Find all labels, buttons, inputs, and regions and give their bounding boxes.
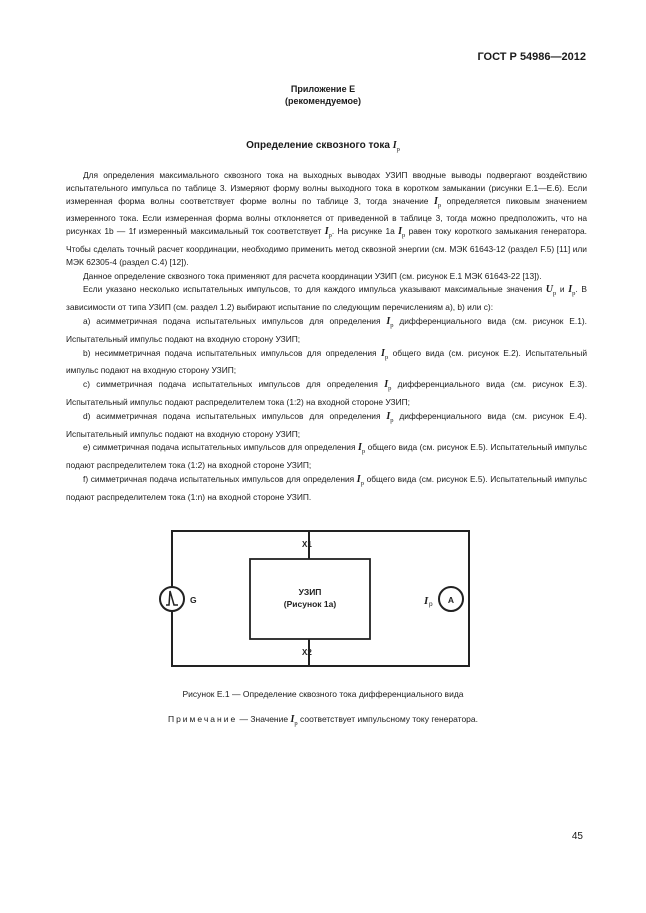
- paragraph-2: Данное определение сквозного тока применяют для расчета координации УЗИП (см. рисунок Е.1 МЭК 61643-22 [13]).: [83, 270, 542, 281]
- list-item: а) асимметричная подача испытательных импульсов для определения $I_p$ дифференциального вида (см. рисунок Е.1). Испытательный импульс подают на входную сторону УЗИП;: [66, 315, 587, 344]
- body-text: [66, 169, 587, 505]
- list-item: b) несимметричная подача испытательных импульсов для определения $I_p$ общего вида (см. рисунок Е.2). Испытательный импульс подают на входную сторону УЗИП;: [66, 347, 587, 376]
- list-item: d) асимметричная подача испытательных импульсов для определения $I_p$ дифференциального вида (см. рисунок Е.4). Испытательный импульс подают на входную сторону УЗИП;: [66, 410, 587, 439]
- current-subscript: p: [429, 601, 433, 608]
- list-item: с) симметричная подача испытательных импульсов для определения $I_p$ дифференциального вида (см. рисунок Е.3). Испытательный импульс подают распределителем тока (1:2) на входной стороне УЗИП;: [66, 379, 588, 407]
- section-title-symbol: $I_p$: [392, 140, 400, 153]
- current-symbol: I: [424, 595, 429, 607]
- note-label: Примечание: [167, 714, 238, 724]
- page-number: 45: [571, 831, 583, 842]
- terminal-x2-label: X2: [302, 648, 312, 657]
- annex-heading: [0, 83, 646, 107]
- document-standard-header: ГОСТ Р 54986—2012: [477, 51, 586, 63]
- ammeter-label: A: [447, 595, 455, 605]
- generator-label: G: [190, 595, 197, 605]
- figure-note: Примечание — Значение $I_p$ соответствует импульсному току генератора.: [167, 714, 479, 727]
- paragraph-1: Для определения максимального сквозного тока на выходных выводах УЗИП вводные выводы подвергают воздействию испытательного импульса по таблице 3. Измеряют форму волны выходного тока в коротком замыкании (рисунки Е.1—Е.6). Если измеренная форма волны соответствует форме волны по таблице 3, тогда значение $I_p$ определяется пиковым значением измеренного тока. Если измеренная форма волны отклоняется от приведенной в таблице 3, тогда можно предположить, что на рисунках 1b — 1f измеренный максимальный ток соответствует $I_p$. На рисунке 1а $I_p$ равен току короткого замыкания генератора. Чтобы сделать точный расчет координации, необходимо применить метод сквозной энергии (см. МЭК 61643-12 (раздел F.5) [11] или МЭК 62305-4 (раздел С.4) [12]).: [66, 170, 588, 267]
- device-name: УЗИП: [298, 587, 322, 597]
- terminal-x1-label: X1: [302, 540, 312, 549]
- annex-title: Приложение Е: [290, 84, 356, 94]
- list-item: f) симметричная подача испытательных импульсов для определения $I_p$ общего вида (см. рисунок Е.5). Испытательный импульс подают распределителем тока (1:n) на входной стороне УЗИП.: [66, 473, 587, 502]
- annex-status: (рекомендуемое): [285, 96, 361, 106]
- circuit-diagram: [150, 524, 490, 674]
- figure-caption: Рисунок Е.1 — Определение сквозного тока дифференциального вида: [182, 689, 464, 699]
- section-title: [0, 140, 646, 153]
- paragraph-3: Если указано несколько испытательных импульсов, то для каждого импульса указывают максимальные значения $U_p$ и $I_p$. В зависимости от типа УЗИП (см. раздел 1.2) выбирают испытание по следующим перечислениям а), b) или с):: [66, 284, 587, 313]
- device-reference: (Рисунок 1а): [283, 599, 337, 609]
- list-item: е) симметричная подача испытательных импульсов для определения $I_p$ общего вида (см. рисунок Е.5). Испытательный импульс подают распределителем тока (1:2) на входной стороне УЗИП;: [66, 442, 587, 471]
- section-title-text: Определение сквозного тока: [246, 140, 390, 151]
